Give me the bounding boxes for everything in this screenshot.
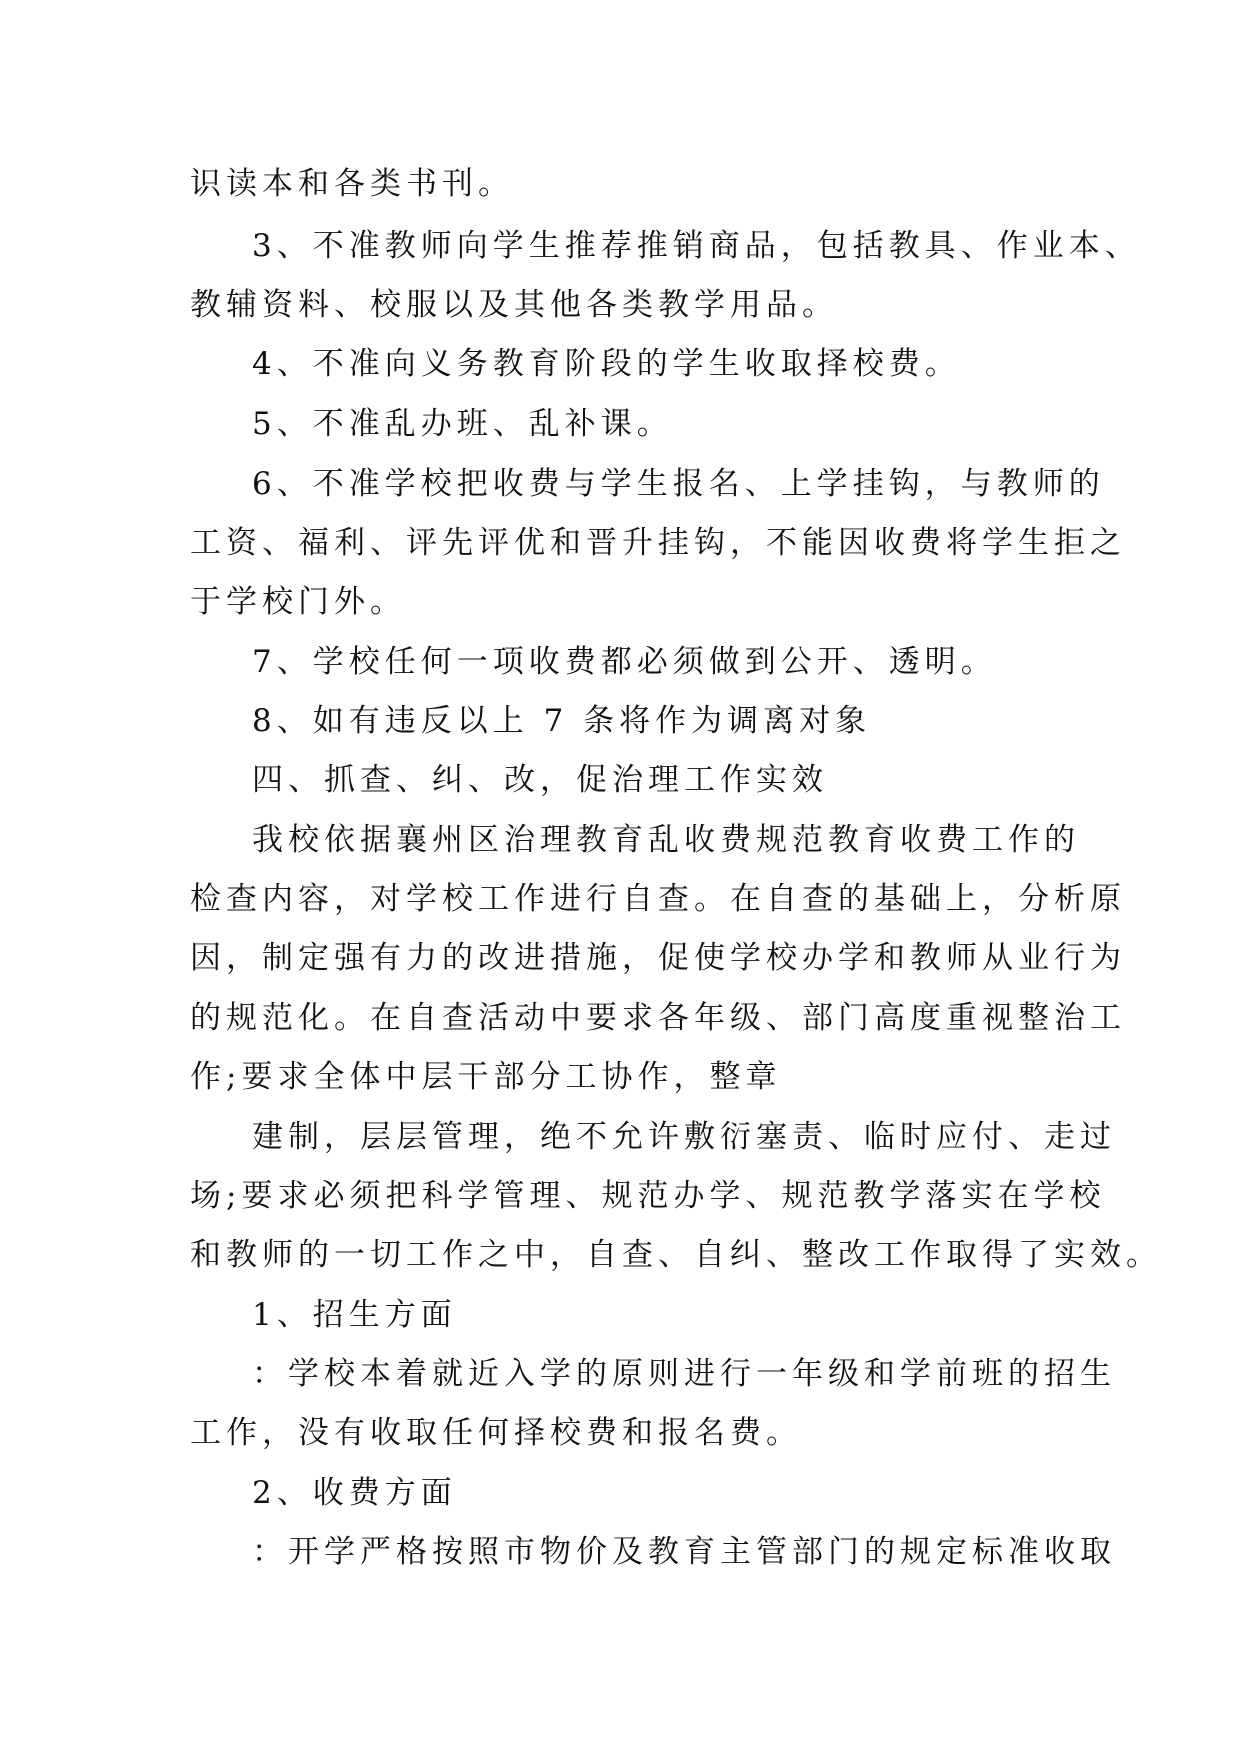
text-line: 识读本和各类书刊。 — [190, 166, 514, 202]
text-line: 的规范化。在自查活动中要求各年级、部门高度重视整治工 — [190, 1000, 1126, 1036]
text-line: 检查内容，对学校工作进行自查。在自查的基础上，分析原 — [190, 881, 1126, 917]
text-line: ：学校本着就近入学的原则进行一年级和学前班的招生 — [252, 1356, 1116, 1392]
text-line: 建制，层层管理，绝不允许敷衍塞责、临时应付、走过 — [252, 1119, 1116, 1155]
text-line: 工资、福利、评先评优和晋升挂钩，不能因收费将学生拒之 — [190, 525, 1126, 561]
text-line: 6、不准学校把收费与学生报名、上学挂钩，与教师的 — [252, 466, 1105, 502]
text-line: 工作，没有收取任何择校费和报名费。 — [190, 1415, 802, 1451]
section-heading: 四、抓查、纠、改，促治理工作实效 — [252, 762, 828, 798]
subheading: 2、收费方面 — [252, 1475, 457, 1511]
text-line: 场;要求必须把科学管理、规范办学、规范教学落实在学校 — [190, 1178, 1106, 1214]
text-line: 7、学校任何一项收费都必须做到公开、透明。 — [252, 644, 997, 680]
text-line: 教辅资料、校服以及其他各类教学用品。 — [190, 287, 838, 323]
text-line: 和教师的一切工作之中，自查、自纠、整改工作取得了实效。 — [190, 1237, 1162, 1273]
text-line: 3、不准教师向学生推荐推销商品，包括教具、作业本、 — [252, 228, 1141, 264]
text-line: ：开学严格按照市物价及教育主管部门的规定标准收取 — [252, 1534, 1116, 1570]
text-line: 于学校门外。 — [190, 584, 406, 620]
text-line: 4、不准向义务教育阶段的学生收取择校费。 — [252, 346, 961, 382]
text-line: 因，制定强有力的改进措施，促使学校办学和教师从业行为 — [190, 940, 1126, 976]
subheading: 1、招生方面 — [252, 1297, 457, 1333]
text-line: 8、如有违反以上 7 条将作为调离对象 — [252, 703, 872, 739]
text-line: 5、不准乱办班、乱补课。 — [252, 406, 673, 442]
text-line: 作;要求全体中层干部分工协作，整章 — [190, 1059, 782, 1095]
text-line: 我校依据襄州区治理教育乱收费规范教育收费工作的 — [252, 822, 1080, 858]
